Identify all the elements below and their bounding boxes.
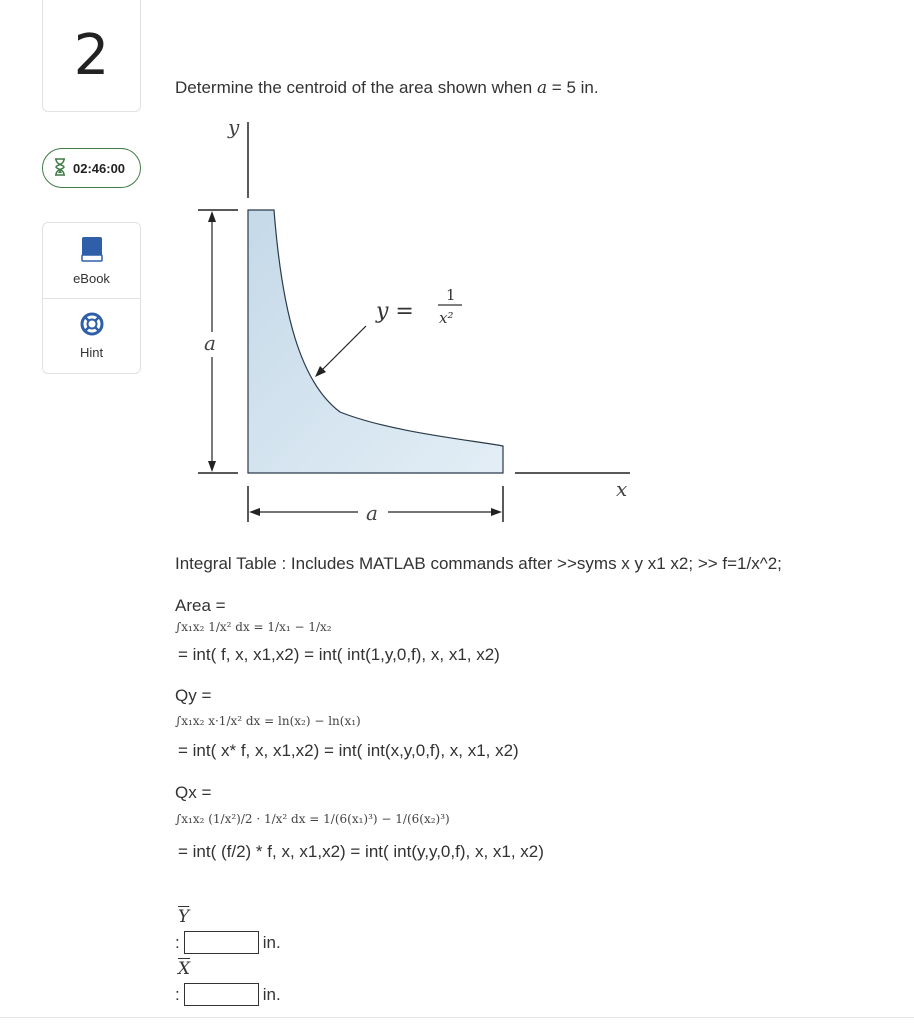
ebook-label: eBook	[73, 270, 110, 286]
qy-formula: ∫x₁x₂ x·1/x² dx = ln(x₂) − ln(x₁)	[175, 714, 361, 728]
answer-y-variable: $\overline{Y}$	[178, 907, 190, 927]
x-axis-label: x	[616, 477, 628, 501]
lifebuoy-icon	[80, 312, 104, 339]
shaded-region	[248, 210, 503, 473]
equation-denominator: x²	[439, 309, 454, 327]
prompt-variable: a	[536, 78, 548, 98]
area-label: Area =	[175, 596, 226, 615]
y-axis-label: y	[228, 115, 240, 139]
answer-x-variable: $\overline{X}$	[178, 959, 191, 979]
area-figure	[190, 112, 650, 532]
timer-value: 02:46:00	[73, 160, 126, 176]
hint-button[interactable]	[43, 298, 140, 373]
equation-lhs: y =	[376, 299, 414, 324]
answer-y-colon: :	[175, 932, 180, 952]
question-number: 2	[42, 0, 141, 112]
question-prompt	[175, 78, 599, 98]
answer-x-input[interactable]	[184, 983, 259, 1006]
integral-table-title: Integral Table : Includes MATLAB commands after >>syms x y x1 x2; >> f=1/x^2;	[175, 554, 782, 573]
ebook-button[interactable]	[43, 223, 140, 298]
height-label: a	[204, 331, 216, 355]
equation-numerator: 1	[446, 286, 456, 304]
answer-y-row	[175, 931, 281, 954]
equation-leader-line	[318, 326, 366, 374]
width-arrow-right	[491, 508, 502, 516]
answer-x-colon: :	[175, 984, 180, 1004]
answer-y-unit: in.	[262, 932, 281, 952]
qy-label: Qy =	[175, 686, 212, 705]
tool-panel	[42, 222, 141, 374]
answer-y-input[interactable]	[184, 931, 259, 954]
timer[interactable]	[42, 148, 141, 188]
hint-label: Hint	[79, 345, 104, 360]
prompt-text: Determine the centroid of the area shown when	[175, 78, 537, 97]
width-arrow-left	[249, 508, 260, 516]
width-label: a	[366, 501, 378, 525]
qx-matlab: = int( (f/2) * f, x, x1,x2) = int( int(y,y,0,f), x, x1, x2)	[178, 842, 544, 861]
hourglass-icon	[53, 158, 67, 179]
qx-label: Qx =	[175, 783, 212, 802]
qx-formula: ∫x₁x₂ (1/x²)/2 · 1/x² dx = 1/(6(x₁)³) − 1/(6(x₂)³)	[175, 812, 450, 826]
height-arrow-down	[208, 461, 216, 472]
answer-x-row	[175, 983, 281, 1006]
height-arrow-up	[208, 211, 216, 222]
book-icon	[81, 236, 103, 265]
qy-matlab: = int( x* f, x, x1,x2) = int( int(x,y,0,f), x, x1, x2)	[178, 741, 519, 760]
prompt-value: = 5 in.	[547, 78, 599, 97]
area-matlab: = int( f, x, x1,x2) = int( int(1,y,0,f), x, x1, x2)	[178, 645, 500, 664]
area-formula: ∫x₁x₂ 1/x² dx = 1/x₁ − 1/x₂	[175, 620, 332, 634]
answer-x-unit: in.	[262, 984, 281, 1004]
page-divider	[0, 1017, 914, 1018]
